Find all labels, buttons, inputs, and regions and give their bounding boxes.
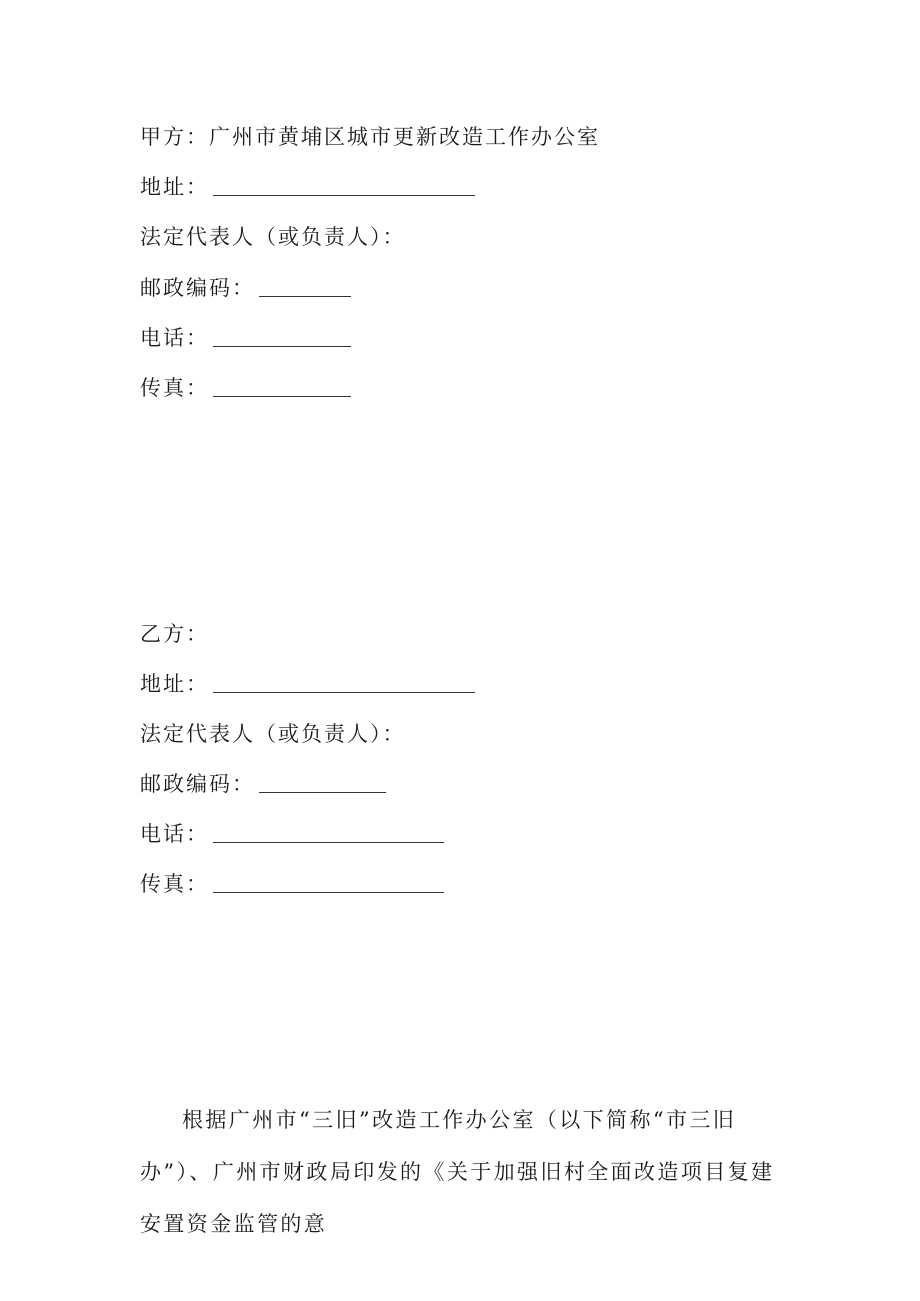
party-b-postcode-row [140,771,386,797]
party-a-postcode-blank [259,276,351,297]
party-a-phone-row [140,325,351,351]
party-a-title-text: 甲方：广州市黄埔区城市更新改造工作办公室 [140,125,600,149]
party-b-postcode-label: 邮政编码： [140,772,255,796]
party-a-postcode-label: 邮政编码： [140,276,255,300]
party-b-representative-label: 法定代表人（或负责人）： [140,722,406,746]
party-a-representative-label: 法定代表人（或负责人）： [140,225,406,249]
party-b-fax-row [140,871,444,897]
party-a-phone-label: 电话： [140,326,209,350]
party-a-fax-blank [213,376,351,397]
party-a-representative-row [140,224,406,250]
body-paragraph: 根据广州市“三旧”改造工作办公室（以下简称“市三旧办”）、广州市财政局印发的《关于加强旧村全面改造项目复建安置资金监管的意 [140,1108,775,1236]
party-b-title-text: 乙方： [140,622,209,646]
party-b-address-label: 地址： [140,672,209,696]
party-a-fax-label: 传真： [140,376,209,400]
party-a-address-row [140,174,475,200]
party-a-phone-blank [213,326,351,347]
party-b-fax-label: 传真： [140,872,209,896]
party-b-address-blank [213,672,475,693]
party-b-phone-label: 电话： [140,822,209,846]
party-a-postcode-row [140,275,351,301]
party-a-fax-row [140,375,351,401]
party-a-address-blank [213,175,475,196]
party-b-phone-blank [213,822,444,843]
party-b-representative-row [140,721,406,747]
party-a-address-label: 地址： [140,175,209,199]
party-b-phone-row [140,821,444,847]
party-b-postcode-blank [259,772,386,793]
party-b-fax-blank [213,872,444,893]
party-b-address-row [140,671,475,697]
party-a-title [140,124,600,150]
party-b-title [140,621,209,647]
